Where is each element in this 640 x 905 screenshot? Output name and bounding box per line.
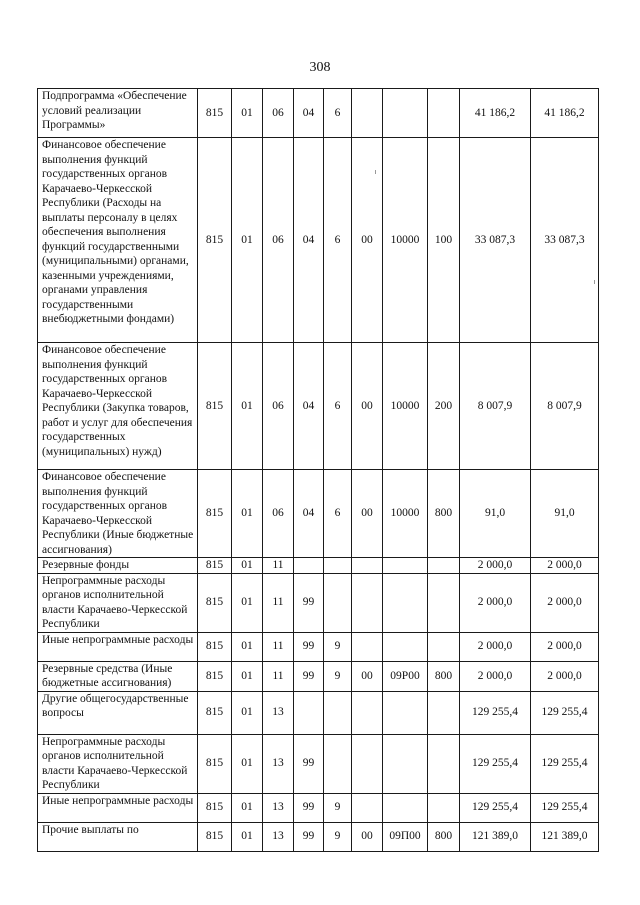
cell-section: 01 bbox=[232, 470, 263, 558]
cell-sum1: 2 000,0 bbox=[460, 661, 531, 691]
cell-sum2: 129 255,4 bbox=[531, 734, 599, 793]
cell-name: Прочие выплаты по bbox=[38, 822, 198, 851]
cell-sum2: 33 087,3 bbox=[531, 138, 599, 343]
cell-program bbox=[294, 558, 324, 574]
cell-admin: 815 bbox=[198, 343, 232, 470]
cell-expense-type: 800 bbox=[428, 822, 460, 851]
cell-subsection: 13 bbox=[263, 793, 294, 822]
cell-subprogram: 9 bbox=[324, 793, 352, 822]
cell-section: 01 bbox=[232, 558, 263, 574]
cell-subsection: 11 bbox=[263, 661, 294, 691]
table-row bbox=[38, 470, 599, 558]
cell-group bbox=[352, 691, 383, 734]
cell-subsection: 06 bbox=[263, 89, 294, 138]
cell-sum2: 41 186,2 bbox=[531, 89, 599, 138]
cell-name: Непрограммные расходы органов исполнительной власти Карачаево-Черкесской Республики bbox=[38, 573, 198, 632]
cell-admin: 815 bbox=[198, 661, 232, 691]
cell-admin: 815 bbox=[198, 822, 232, 851]
cell-sum1: 33 087,3 bbox=[460, 138, 531, 343]
cell-sum1: 129 255,4 bbox=[460, 734, 531, 793]
cell-subsection: 06 bbox=[263, 470, 294, 558]
cell-direction: 09Р00 bbox=[383, 661, 428, 691]
cell-subsection: 13 bbox=[263, 691, 294, 734]
cell-subprogram: 6 bbox=[324, 138, 352, 343]
cell-program: 99 bbox=[294, 734, 324, 793]
cell-program bbox=[294, 691, 324, 734]
cell-sum2: 2 000,0 bbox=[531, 573, 599, 632]
cell-direction: 09П00 bbox=[383, 822, 428, 851]
cell-expense-type: 800 bbox=[428, 661, 460, 691]
table-row bbox=[38, 343, 599, 470]
cell-subprogram bbox=[324, 734, 352, 793]
cell-admin: 815 bbox=[198, 734, 232, 793]
cell-direction bbox=[383, 632, 428, 661]
cell-sum1: 41 186,2 bbox=[460, 89, 531, 138]
cell-subsection: 13 bbox=[263, 734, 294, 793]
cell-program: 99 bbox=[294, 573, 324, 632]
cell-sum1: 121 389,0 bbox=[460, 822, 531, 851]
cell-section: 01 bbox=[232, 632, 263, 661]
cell-expense-type: 100 bbox=[428, 138, 460, 343]
cell-sum2: 121 389,0 bbox=[531, 822, 599, 851]
cell-expense-type bbox=[428, 793, 460, 822]
cell-subprogram: 9 bbox=[324, 822, 352, 851]
cell-sum2: 129 255,4 bbox=[531, 691, 599, 734]
cell-group bbox=[352, 632, 383, 661]
table-row bbox=[38, 661, 599, 691]
cell-group: 00 bbox=[352, 822, 383, 851]
cell-direction: 10000 bbox=[383, 343, 428, 470]
cell-sum1: 129 255,4 bbox=[460, 691, 531, 734]
table-row bbox=[38, 632, 599, 661]
cell-subprogram: 6 bbox=[324, 470, 352, 558]
cell-group bbox=[352, 793, 383, 822]
cell-program: 04 bbox=[294, 470, 324, 558]
cell-subsection: 06 bbox=[263, 343, 294, 470]
cell-sum1: 2 000,0 bbox=[460, 573, 531, 632]
cell-subprogram: 9 bbox=[324, 661, 352, 691]
cell-sum1: 8 007,9 bbox=[460, 343, 531, 470]
cell-subprogram bbox=[324, 691, 352, 734]
cell-subsection: 11 bbox=[263, 573, 294, 632]
cell-section: 01 bbox=[232, 138, 263, 343]
cell-direction bbox=[383, 691, 428, 734]
table-row bbox=[38, 691, 599, 734]
cell-subsection: 13 bbox=[263, 822, 294, 851]
cell-admin: 815 bbox=[198, 470, 232, 558]
cell-section: 01 bbox=[232, 822, 263, 851]
cell-expense-type bbox=[428, 691, 460, 734]
scan-mark bbox=[375, 170, 376, 174]
table-row bbox=[38, 558, 599, 574]
cell-direction bbox=[383, 573, 428, 632]
cell-name: Иные непрограммные расходы bbox=[38, 632, 198, 661]
cell-name: Финансовое обеспечение выполнения функций государственных органов Карачаево-Черкесской Республики (Иные бюджетные ассигнования) bbox=[38, 470, 198, 558]
cell-sum1: 91,0 bbox=[460, 470, 531, 558]
cell-sum1: 2 000,0 bbox=[460, 558, 531, 574]
table-row bbox=[38, 734, 599, 793]
scan-mark bbox=[594, 280, 595, 284]
cell-name: Иные непрограммные расходы bbox=[38, 793, 198, 822]
cell-group bbox=[352, 89, 383, 138]
cell-expense-type bbox=[428, 632, 460, 661]
cell-direction bbox=[383, 734, 428, 793]
cell-group bbox=[352, 573, 383, 632]
cell-group bbox=[352, 734, 383, 793]
cell-group: 00 bbox=[352, 138, 383, 343]
cell-name: Резервные фонды bbox=[38, 558, 198, 574]
cell-admin: 815 bbox=[198, 793, 232, 822]
cell-sum2: 129 255,4 bbox=[531, 793, 599, 822]
cell-direction bbox=[383, 89, 428, 138]
cell-sum2: 91,0 bbox=[531, 470, 599, 558]
cell-name: Подпрограмма «Обеспечение условий реализации Программы» bbox=[38, 89, 198, 138]
cell-name: Резервные средства (Иные бюджетные ассигнования) bbox=[38, 661, 198, 691]
cell-section: 01 bbox=[232, 793, 263, 822]
cell-direction: 10000 bbox=[383, 470, 428, 558]
cell-expense-type: 800 bbox=[428, 470, 460, 558]
cell-section: 01 bbox=[232, 734, 263, 793]
cell-sum1: 2 000,0 bbox=[460, 632, 531, 661]
cell-section: 01 bbox=[232, 343, 263, 470]
page-number: 308 bbox=[309, 60, 331, 75]
cell-expense-type bbox=[428, 558, 460, 574]
table-row bbox=[38, 822, 599, 851]
cell-admin: 815 bbox=[198, 89, 232, 138]
cell-group: 00 bbox=[352, 661, 383, 691]
cell-sum1: 129 255,4 bbox=[460, 793, 531, 822]
cell-group: 00 bbox=[352, 470, 383, 558]
cell-subprogram bbox=[324, 558, 352, 574]
cell-subprogram: 6 bbox=[324, 343, 352, 470]
table-row bbox=[38, 138, 599, 343]
cell-admin: 815 bbox=[198, 573, 232, 632]
cell-name: Другие общегосударственные вопросы bbox=[38, 691, 198, 734]
cell-program: 04 bbox=[294, 343, 324, 470]
cell-subsection: 11 bbox=[263, 558, 294, 574]
cell-section: 01 bbox=[232, 691, 263, 734]
cell-subprogram: 6 bbox=[324, 89, 352, 138]
cell-subsection: 06 bbox=[263, 138, 294, 343]
cell-section: 01 bbox=[232, 661, 263, 691]
cell-expense-type bbox=[428, 89, 460, 138]
cell-admin: 815 bbox=[198, 632, 232, 661]
cell-group bbox=[352, 558, 383, 574]
cell-program: 99 bbox=[294, 822, 324, 851]
cell-expense-type: 200 bbox=[428, 343, 460, 470]
cell-name: Финансовое обеспечение выполнения функций государственных органов Карачаево-Черкесской Республики (Расходы на выплаты персоналу в целях обеспечения выполнения функций государственными (муниципальными) органами, казенными учреждениями, органами управления государственными внебюджетными фондами) bbox=[38, 138, 198, 343]
cell-program: 04 bbox=[294, 89, 324, 138]
cell-direction bbox=[383, 558, 428, 574]
cell-sum2: 2 000,0 bbox=[531, 661, 599, 691]
cell-admin: 815 bbox=[198, 691, 232, 734]
cell-sum2: 2 000,0 bbox=[531, 558, 599, 574]
cell-subprogram: 9 bbox=[324, 632, 352, 661]
cell-section: 01 bbox=[232, 89, 263, 138]
cell-subprogram bbox=[324, 573, 352, 632]
cell-admin: 815 bbox=[198, 558, 232, 574]
budget-table bbox=[37, 88, 599, 852]
cell-sum2: 2 000,0 bbox=[531, 632, 599, 661]
table-row bbox=[38, 573, 599, 632]
table-row bbox=[38, 89, 599, 138]
cell-admin: 815 bbox=[198, 138, 232, 343]
cell-program: 99 bbox=[294, 793, 324, 822]
cell-expense-type bbox=[428, 734, 460, 793]
cell-direction: 10000 bbox=[383, 138, 428, 343]
cell-expense-type bbox=[428, 573, 460, 632]
cell-name: Финансовое обеспечение выполнения функций государственных органов Карачаево-Черкесской Республики (Закупка товаров, работ и услуг для обеспечения государственных (муниципальных) нужд) bbox=[38, 343, 198, 470]
cell-sum2: 8 007,9 bbox=[531, 343, 599, 470]
cell-name: Непрограммные расходы органов исполнительной власти Карачаево-Черкесской Республики bbox=[38, 734, 198, 793]
cell-subsection: 11 bbox=[263, 632, 294, 661]
cell-program: 99 bbox=[294, 661, 324, 691]
cell-direction bbox=[383, 793, 428, 822]
cell-program: 99 bbox=[294, 632, 324, 661]
table-row bbox=[38, 793, 599, 822]
cell-section: 01 bbox=[232, 573, 263, 632]
cell-program: 04 bbox=[294, 138, 324, 343]
cell-group: 00 bbox=[352, 343, 383, 470]
